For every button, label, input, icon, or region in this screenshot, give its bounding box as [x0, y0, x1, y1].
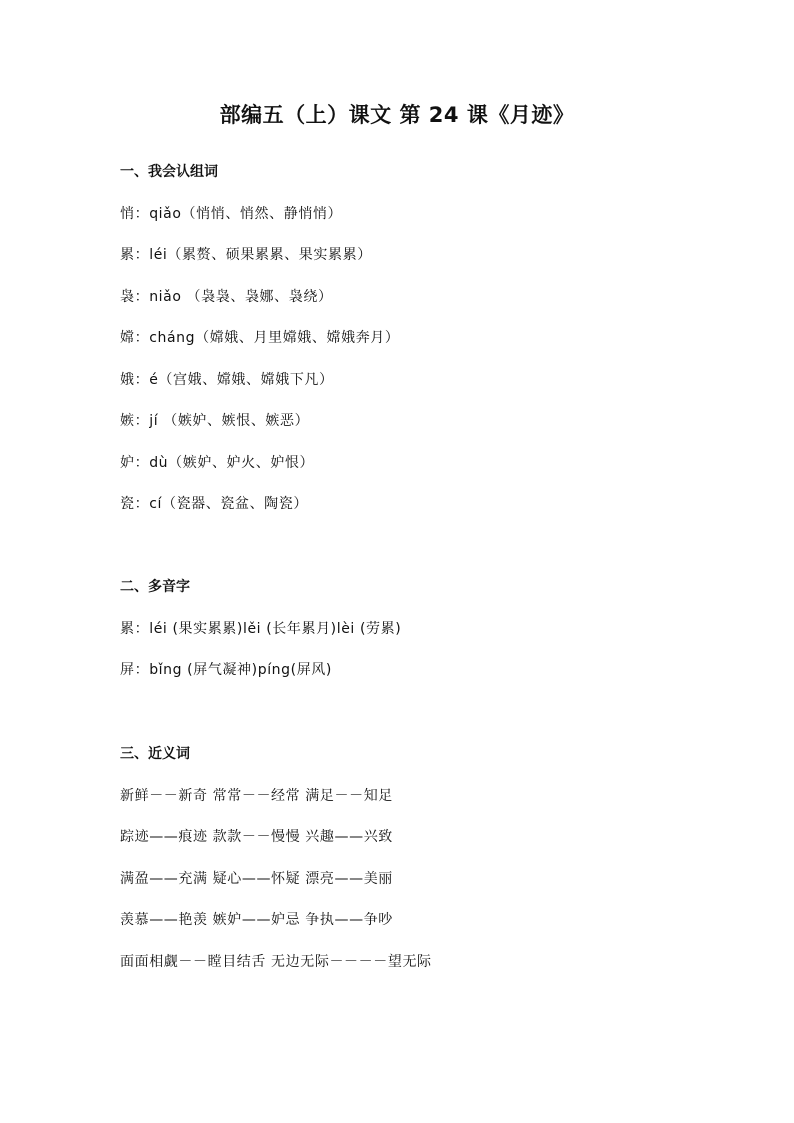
synonym-line: 满盈——充满 疑心——怀疑 漂亮——美丽	[120, 871, 393, 887]
word-line: 袅：niǎo （袅袅、袅娜、袅绕）	[120, 289, 333, 305]
word-line: 悄：qiǎo（悄悄、悄然、静悄悄）	[120, 206, 343, 222]
section-heading-recognize-words: 一、我会认组词	[120, 164, 218, 180]
polyphonic-line: 屏：bǐng (屏气凝神)píng(屏风)	[120, 662, 332, 678]
polyphonic-line: 累：léi (果实累累)lěi (长年累月)lèi (劳累)	[120, 621, 402, 637]
page-title: 部编五（上）课文 第 24 课《月迹》	[219, 103, 575, 127]
word-line: 瓷：cí（瓷器、瓷盆、陶瓷）	[120, 496, 308, 512]
section-heading-synonyms: 三、近义词	[120, 746, 190, 762]
word-line: 嫦：cháng（嫦娥、月里嫦娥、嫦娥奔月）	[120, 330, 400, 346]
synonym-line: 踪迹——痕迹 款款－－慢慢 兴趣——兴致	[120, 829, 393, 845]
synonym-line: 新鲜－－新奇 常常－－经常 满足－－知足	[120, 788, 393, 804]
word-line: 累：léi（累赘、硕果累累、果实累累）	[120, 247, 372, 263]
section-heading-polyphonic: 二、多音字	[120, 579, 190, 595]
synonym-line: 羡慕——艳羡 嫉妒——妒忌 争执——争吵	[120, 912, 393, 928]
word-line: 嫉：jí （嫉妒、嫉恨、嫉恶）	[120, 413, 310, 429]
word-line: 娥：é（宫娥、嫦娥、嫦娥下凡）	[120, 372, 334, 388]
word-line: 妒：dù（嫉妒、妒火、妒恨）	[120, 455, 315, 471]
synonym-line: 面面相觑－－瞠目结舌 无边无际－－－－望无际	[120, 954, 432, 970]
